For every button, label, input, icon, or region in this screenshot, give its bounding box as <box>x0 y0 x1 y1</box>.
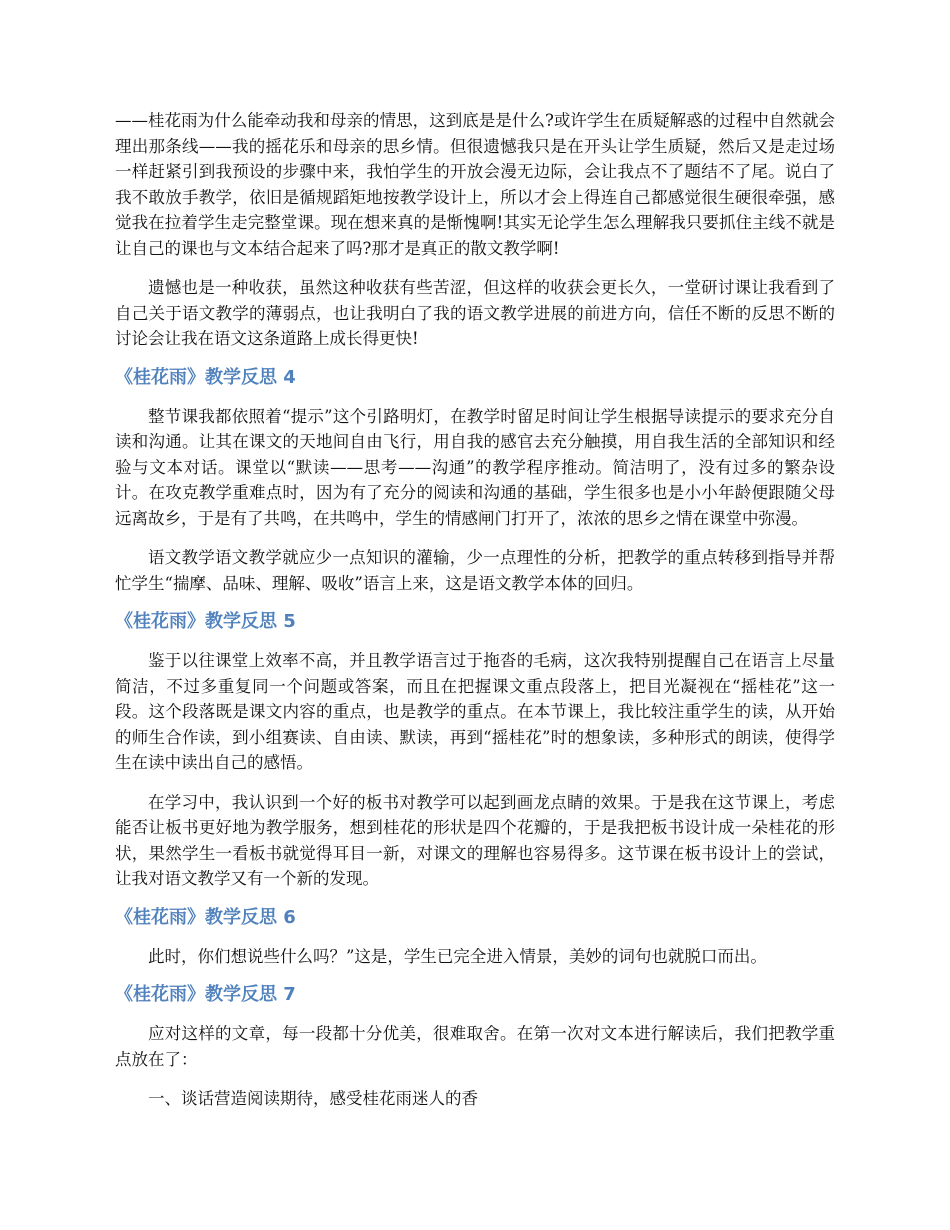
paragraph-9: 一、谈话营造阅读期待，感受桂花雨迷人的香 <box>148 1089 478 1108</box>
paragraph-7: 此时，你们想说些什么吗？”这是，学生已完全进入情景，美妙的词句也就脱口而出。 <box>148 946 767 966</box>
section-heading-6: 《桂花雨》教学反思 6 <box>115 906 296 928</box>
section-heading-4: 《桂花雨》教学反思 4 <box>115 366 296 388</box>
paragraph-8: 应对这样的文章，每一段都十分优美，很难取舍。在第一次对文本进行解读后，我们把教学重点放在了： <box>115 1024 835 1069</box>
section-heading-5: 《桂花雨》教学反思 5 <box>115 611 296 632</box>
paragraph-6: 在学习中，我认识到一个好的板书对教学可以起到画龙点睛的效果。于是我在这节课上，考虑能否让板书更好地为教学服务，想到桂花的形状是四个花瓣的，于是我把板书设计成一朵桂花的形状，果然学生一看板书就觉得耳目一新，对课文的理解也容易得多。这节课在板书设计上的尝试，让我对语文教学又有一个新的发现。 <box>115 792 835 888</box>
paragraph-3: 整节课我都依照着“提示”这个引路明灯，在教学时留足时间让学生根据导读提示的要求充分自读和沟通。让其在课文的天地间自由飞行，用自我的感官去充分触摸，用自我生活的全部知识和经验与文本对话。课堂以“默读——思考——沟通”的教学程序推动。简洁明了，没有过多的繁杂设计。在攻克教学重难点时，因为有了充分的阅读和沟通的基础，学生很多也是小小年龄便跟随父母远离故乡，于是有了共鸣，在共鸣中，学生的情感闸门打开了，浓浓的思乡之情在课堂中弥漫。 <box>115 406 835 528</box>
paragraph-1: ——桂花雨为什么能牵动我和母亲的情思，这到底是是什么?或许学生在质疑解惑的过程中自然就会理出那条线——我的摇花乐和母亲的思乡情。但很遗憾我只是在开头让学生质疑，然后又是走过场一样赶紧引到我预设的步骤中来，我怕学生的开放会漫无边际，会让我点不了题结不了尾。说白了我不敢放手教学，依旧是循规蹈矩地按教学设计上，所以才会上得连自己都感觉很生硬很牵强，感觉我在拉着学生走完整堂课。现在想来真的是惭愧啊!其实无论学生怎么理解我只要抓住主线不就是让自己的课也与文本结合起来了吗?那才是真正的散文教学啊! <box>115 111 835 258</box>
section-heading-7: 《桂花雨》教学反思 7 <box>115 984 296 1005</box>
paragraph-2: 遗憾也是一种收获，虽然这种收获有些苦涩，但这样的收获会更长久，一堂研讨课让我看到了自己关于语文教学的薄弱点，也让我明白了我的语文教学进展的前进方向，信任不断的反思不断的讨论会让我在语文这条道路上成长得更快! <box>115 278 835 348</box>
paragraph-4: 语文教学语文教学就应少一点知识的灌输，少一点理性的分析，把教学的重点转移到指导并帮忙学生“揣摩、品味、理解、吸收”语言上来，这是语文教学本体的回归。 <box>115 548 835 593</box>
paragraph-5: 鉴于以往课堂上效率不高，并且教学语言过于拖沓的毛病，这次我特别提醒自己在语言上尽量简洁，不过多重复同一个问题或答案，而且在把握课文重点段落上，把目光凝视在“摇桂花”这一段。这个段落既是课文内容的重点，也是教学的重点。在本节课上，我比较注重学生的读，从开始的师生合作读，到小组赛读、自由读、默读，再到“摇桂花”时的想象读，多种形式的朗读，使得学生在读中读出自己的感悟。 <box>115 651 835 772</box>
